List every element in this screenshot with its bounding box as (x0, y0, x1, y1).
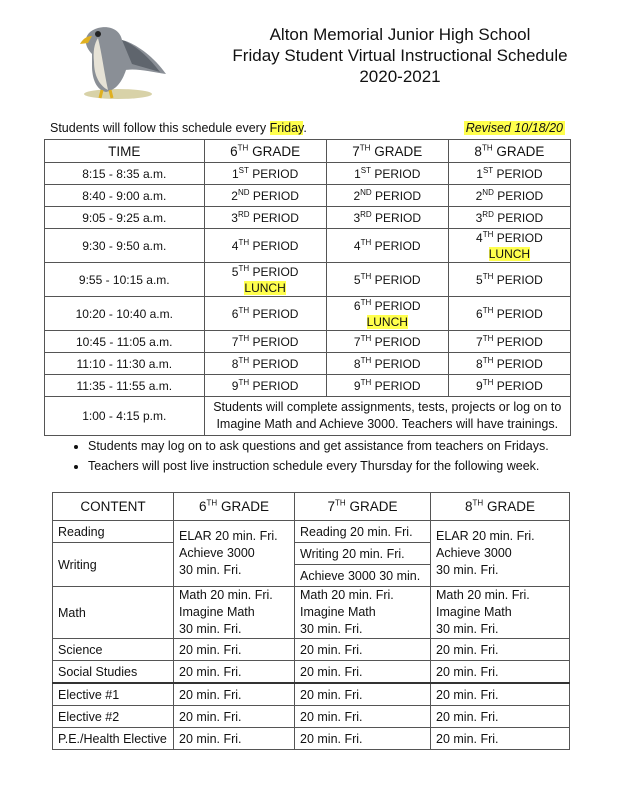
cell-line: ELAR 20 min. Fri. (179, 529, 278, 543)
period-cell (204, 331, 326, 353)
period-suffix: TH (482, 333, 494, 343)
period-suffix: TH (360, 271, 372, 281)
period-word: PERIOD (493, 210, 544, 225)
school-year: 2020-2021 (359, 67, 441, 86)
period-suffix: TH (238, 237, 250, 247)
period-cell (448, 331, 570, 353)
time-allotment-cell: 20 min. Fri. (174, 728, 295, 750)
time-cell: 11:10 - 11:30 a.m. (45, 353, 205, 375)
period-suffix: ND (360, 187, 372, 197)
period-suffix: ND (482, 187, 494, 197)
period-label (327, 211, 448, 225)
period-label (449, 189, 570, 203)
period-label (449, 211, 570, 225)
period-label (205, 306, 326, 322)
grade6-header (204, 140, 326, 163)
period-label (205, 335, 326, 349)
schedule-row (45, 163, 571, 185)
period-number: 7 (476, 334, 483, 349)
period-cell (448, 185, 570, 207)
revised-date: Revised 10/18/20 (465, 121, 563, 135)
last-time-cell: 1:00 - 4:15 p.m. (45, 397, 205, 436)
period-word: PERIOD (249, 356, 299, 371)
subject-label: Elective #2 (53, 706, 174, 728)
grade7-header (295, 493, 431, 521)
period-word: PERIOD (249, 378, 299, 393)
period-number: 9 (231, 378, 239, 393)
period-word: PERIOD (249, 306, 299, 321)
period-cell (448, 375, 570, 397)
grade-word: GRADE (492, 143, 545, 159)
schedule-row (45, 297, 571, 331)
schedule-row (45, 353, 571, 375)
cell-line: Achieve 3000 (436, 546, 512, 560)
note-item: • Students may log on to ask questions and get assistance from teachers on Fridays. (88, 436, 549, 456)
cell-line: 30 min. Fri. (179, 563, 242, 577)
period-cell (326, 375, 448, 397)
period-number: 5 (353, 272, 361, 287)
g8-math-cell (431, 587, 570, 639)
activity-line: Students will complete assignments, tests, projects or log on to (213, 400, 562, 414)
period-word: PERIOD (493, 356, 543, 371)
period-number: 1 (354, 166, 361, 181)
period-word: PERIOD (493, 230, 543, 245)
time-allotment-cell: 20 min. Fri. (295, 661, 431, 684)
content-row (53, 661, 570, 684)
time-cell: 11:35 - 11:55 a.m. (45, 375, 205, 397)
schedule-row (45, 375, 571, 397)
grade-suffix: TH (237, 143, 249, 152)
period-cell (204, 353, 326, 375)
schedule-body (45, 163, 571, 397)
time-cell: 8:15 - 8:35 a.m. (45, 163, 205, 185)
lunch-label: LUNCH (366, 314, 408, 329)
period-word: PERIOD (493, 188, 544, 203)
period-word: PERIOD (371, 188, 422, 203)
period-number: 5 (231, 264, 239, 279)
period-cell (448, 263, 570, 297)
period-number: 4 (476, 230, 483, 245)
school-name: Alton Memorial Junior High School (269, 25, 531, 44)
period-suffix: TH (482, 229, 494, 239)
time-allotment-cell: 20 min. Fri. (295, 639, 431, 661)
period-label (327, 167, 448, 181)
period-word: PERIOD (371, 356, 421, 371)
period-suffix: RD (360, 209, 372, 219)
period-label (205, 264, 326, 280)
period-cell (326, 229, 448, 263)
g7-reading-cell: Reading 20 min. Fri. (295, 521, 431, 543)
period-suffix: TH (360, 297, 372, 307)
period-cell (204, 375, 326, 397)
g6-ela-cell (174, 521, 295, 587)
period-label (205, 211, 326, 225)
g6-math-cell (174, 587, 295, 639)
time-allotment-cell: 20 min. Fri. (174, 706, 295, 728)
activity-line: Imagine Math and Achieve 3000. Teachers will have trainings. (216, 417, 559, 431)
time-allotment-cell: 20 min. Fri. (431, 706, 570, 728)
time-cell: 9:05 - 9:25 a.m. (45, 207, 205, 229)
period-label (449, 357, 570, 371)
cell-line: Math 20 min. Fri. (179, 588, 273, 602)
grade6-header (174, 493, 295, 521)
time-allotment-cell: 20 min. Fri. (431, 639, 570, 661)
period-label (327, 272, 448, 288)
cell-line: 30 min. Fri. (300, 622, 363, 636)
period-word: PERIOD (493, 166, 543, 181)
content-table (52, 492, 570, 750)
period-word: PERIOD (371, 298, 421, 313)
period-number: 4 (353, 238, 361, 253)
period-word: PERIOD (249, 210, 299, 225)
period-word: PERIOD (493, 378, 543, 393)
falcon-logo (62, 14, 174, 106)
period-cell (448, 229, 570, 263)
subject-label: Science (53, 639, 174, 661)
cell-line: Imagine Math (436, 605, 512, 619)
intro-day: Friday (269, 121, 304, 135)
intro-line (50, 121, 565, 135)
grade-suffix: TH (359, 143, 371, 152)
content-header: CONTENT (53, 493, 174, 521)
period-number: 7 (231, 334, 239, 349)
period-suffix: TH (238, 377, 250, 387)
time-cell: 9:55 - 10:15 a.m. (45, 263, 205, 297)
grade-number: 6 (230, 143, 238, 159)
grade8-header (431, 493, 570, 521)
period-suffix: TH (482, 305, 494, 315)
subject-reading: Reading (53, 521, 174, 543)
period-cell (326, 353, 448, 375)
period-cell (448, 353, 570, 375)
content-row (53, 706, 570, 728)
period-label (327, 189, 448, 203)
subject-label: Elective #1 (53, 683, 174, 706)
period-cell (204, 263, 326, 297)
period-word: PERIOD (493, 272, 543, 287)
period-word: PERIOD (371, 238, 421, 253)
period-label (327, 298, 448, 314)
period-word: PERIOD (371, 166, 421, 181)
g7-achieve-cell: Achieve 3000 30 min. (295, 565, 431, 587)
intro-end: . (303, 121, 307, 135)
period-suffix: TH (360, 355, 372, 365)
period-cell (326, 331, 448, 353)
period-number: 8 (231, 356, 239, 371)
period-label (205, 167, 326, 181)
grade-suffix: TH (335, 498, 346, 508)
time-cell: 9:30 - 9:50 a.m. (45, 229, 205, 263)
content-row (53, 683, 570, 706)
period-number: 1 (476, 166, 483, 181)
period-suffix: TH (238, 333, 250, 343)
period-label (327, 335, 448, 349)
period-word: PERIOD (249, 238, 299, 253)
subject-label: P.E./Health Elective (53, 728, 174, 750)
period-word: PERIOD (249, 334, 299, 349)
g8-ela-cell (431, 521, 570, 587)
period-cell (204, 297, 326, 331)
time-header: TIME (45, 140, 205, 163)
cell-line: 30 min. Fri. (436, 622, 499, 636)
period-word: PERIOD (493, 334, 543, 349)
period-label (327, 357, 448, 371)
grade-number: 7 (327, 499, 336, 514)
grade-number: 6 (199, 499, 207, 514)
grade-number: 7 (352, 143, 360, 159)
period-word: PERIOD (371, 334, 421, 349)
grade-word: GRADE (345, 499, 398, 514)
period-number: 9 (476, 378, 483, 393)
lunch-label: LUNCH (244, 280, 286, 295)
period-number: 6 (353, 298, 361, 313)
grade-suffix: TH (472, 498, 484, 508)
grade8-header (448, 140, 570, 163)
period-label (449, 230, 570, 246)
period-cell (204, 163, 326, 185)
period-cell (326, 185, 448, 207)
period-cell (204, 207, 326, 229)
period-number: 2 (231, 188, 238, 203)
period-number: 2 (475, 188, 483, 203)
period-label (449, 167, 570, 181)
period-label (449, 379, 570, 393)
grade-suffix: TH (481, 143, 493, 152)
period-label (449, 306, 570, 322)
cell-line: Imagine Math (179, 605, 255, 619)
period-number: 4 (231, 238, 239, 253)
schedule-row (45, 207, 571, 229)
grade7-header (326, 140, 448, 163)
period-suffix: RD (237, 209, 250, 219)
period-cell (448, 207, 570, 229)
period-label (205, 189, 326, 203)
cell-line: Imagine Math (300, 605, 376, 619)
g7-math-cell (295, 587, 431, 639)
subject-math: Math (53, 587, 174, 639)
schedule-row (45, 331, 571, 353)
grade-number: 8 (465, 499, 473, 514)
last-activity-cell (204, 397, 570, 436)
cell-line: 30 min. Fri. (436, 563, 499, 577)
period-cell (326, 263, 448, 297)
time-allotment-cell: 20 min. Fri. (174, 639, 295, 661)
period-word: PERIOD (371, 272, 421, 287)
time-cell: 10:45 - 11:05 a.m. (45, 331, 205, 353)
period-label (205, 238, 326, 254)
period-number: 1 (231, 166, 239, 181)
period-label (205, 357, 326, 371)
period-number: 5 (476, 272, 483, 287)
period-suffix: TH (360, 377, 372, 387)
period-number: 2 (353, 188, 361, 203)
content-row (53, 639, 570, 661)
time-allotment-cell: 20 min. Fri. (431, 728, 570, 750)
time-allotment-cell: 20 min. Fri. (295, 683, 431, 706)
period-label (327, 379, 448, 393)
period-word: PERIOD (249, 188, 299, 203)
subject-label: Social Studies (53, 661, 174, 684)
period-word: PERIOD (493, 306, 543, 321)
content-body (53, 639, 570, 750)
period-suffix: ND (237, 187, 250, 197)
period-word: PERIOD (249, 264, 299, 279)
period-suffix: TH (238, 263, 250, 273)
period-cell (204, 185, 326, 207)
subject-writing: Writing (53, 543, 174, 587)
period-number: 3 (231, 210, 238, 225)
period-cell (326, 297, 448, 331)
grade-word: GRADE (370, 143, 423, 159)
schedule-table (44, 139, 571, 436)
period-suffix: TH (360, 237, 372, 247)
period-number: 8 (476, 356, 483, 371)
lunch-label: LUNCH (488, 246, 531, 261)
schedule-row (45, 185, 571, 207)
page-header (200, 24, 600, 87)
period-suffix: TH (482, 377, 494, 387)
period-label (449, 335, 570, 349)
grade-word: GRADE (248, 143, 301, 159)
period-number: 7 (353, 334, 361, 349)
note-item: • Teachers will post live instruction schedule every Thursday for the following week. (88, 456, 549, 476)
content-row (53, 728, 570, 750)
period-suffix: TH (482, 271, 494, 281)
schedule-row (45, 229, 571, 263)
cell-line: Math 20 min. Fri. (436, 588, 530, 602)
period-number: 3 (475, 210, 483, 225)
g7-writing-cell: Writing 20 min. Fri. (295, 543, 431, 565)
cell-line: Achieve 3000 (179, 546, 255, 560)
time-cell: 8:40 - 9:00 a.m. (45, 185, 205, 207)
time-allotment-cell: 20 min. Fri. (431, 683, 570, 706)
period-cell (448, 163, 570, 185)
time-cell: 10:20 - 10:40 a.m. (45, 297, 205, 331)
time-allotment-cell: 20 min. Fri. (174, 683, 295, 706)
schedule-row (45, 263, 571, 297)
period-suffix: ST (238, 165, 249, 175)
period-label (205, 379, 326, 393)
cell-line: ELAR 20 min. Fri. (436, 529, 535, 543)
time-allotment-cell: 20 min. Fri. (295, 728, 431, 750)
period-suffix: TH (360, 333, 372, 343)
period-label (327, 238, 448, 254)
period-number: 6 (476, 306, 483, 321)
schedule-subtitle: Friday Student Virtual Instructional Schedule (232, 46, 568, 65)
period-number: 8 (353, 356, 361, 371)
period-suffix: TH (238, 355, 250, 365)
cell-line: 30 min. Fri. (179, 622, 242, 636)
intro-text: Students will follow this schedule every (50, 121, 270, 135)
period-suffix: TH (482, 355, 494, 365)
period-suffix: ST (482, 165, 494, 175)
time-allotment-cell: 20 min. Fri. (295, 706, 431, 728)
period-label (449, 272, 570, 288)
cell-line: Math 20 min. Fri. (300, 588, 394, 602)
period-suffix: RD (482, 209, 494, 219)
period-cell (204, 229, 326, 263)
grade-suffix: TH (206, 498, 218, 508)
period-number: 6 (231, 306, 239, 321)
notes-list (74, 436, 549, 476)
period-cell (326, 163, 448, 185)
period-cell (326, 207, 448, 229)
grade-word: GRADE (483, 499, 535, 514)
period-number: 9 (353, 378, 361, 393)
period-word: PERIOD (371, 210, 422, 225)
period-number: 3 (353, 210, 361, 225)
period-suffix: TH (238, 305, 250, 315)
period-suffix: ST (360, 165, 372, 175)
time-allotment-cell: 20 min. Fri. (174, 661, 295, 684)
period-word: PERIOD (371, 378, 421, 393)
time-allotment-cell: 20 min. Fri. (431, 661, 570, 684)
period-cell (448, 297, 570, 331)
grade-number: 8 (474, 143, 482, 159)
period-word: PERIOD (248, 166, 299, 181)
grade-word: GRADE (217, 499, 269, 514)
